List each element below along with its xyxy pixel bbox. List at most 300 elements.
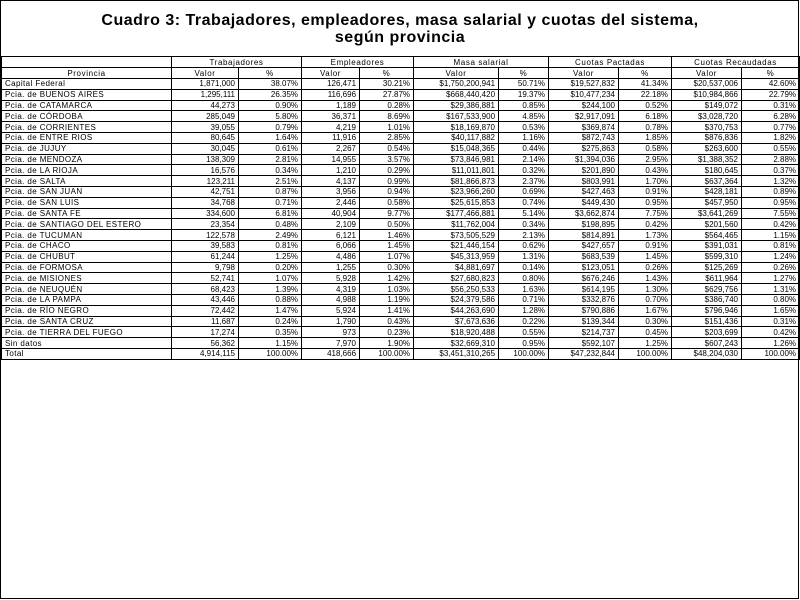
cell-cuotas-pactadas-pct: 7.75% (619, 208, 672, 219)
sub-header-percent: % (239, 68, 302, 79)
cell-provincia: Pcia. de NEUQUÉN (2, 284, 172, 295)
cell-cuotas-pactadas-valor: $427,463 (549, 186, 619, 197)
cell-provincia: Pcia. de ENTRE RIOS (2, 132, 172, 143)
cell-masa-salarial-valor: $4,881,697 (414, 262, 499, 273)
cell-cuotas-pactadas-valor: $275,863 (549, 143, 619, 154)
cell-masa-salarial-valor: $81,866,873 (414, 176, 499, 187)
cell-trabajadores-valor: 30,045 (172, 143, 239, 154)
cell-provincia: Pcia. de MENDOZA (2, 154, 172, 165)
cell-cuotas-pactadas-pct: 0.43% (619, 165, 672, 176)
cell-masa-salarial-valor: $73,505,529 (414, 230, 499, 241)
cell-masa-salarial-valor: $18,920,488 (414, 327, 499, 338)
cell-masa-salarial-valor: $24,379,586 (414, 294, 499, 305)
cell-cuotas-recaudadas-valor: $3,028,720 (672, 111, 742, 122)
title-line-1: Cuadro 3: Trabajadores, empleadores, masa salarial y cuotas del sistema, (101, 12, 699, 29)
cell-trabajadores-pct: 0.61% (239, 143, 302, 154)
table-row (2, 251, 800, 262)
table-row (2, 122, 800, 133)
cell-provincia: Pcia. de CORRIENTES (2, 122, 172, 133)
cell-trabajadores-valor: 72,442 (172, 305, 239, 316)
cell-trabajadores-pct: 2.49% (239, 230, 302, 241)
table-row (2, 111, 800, 122)
cell-cuotas-pactadas-pct: 0.70% (619, 294, 672, 305)
cell-masa-salarial-pct: 0.55% (499, 327, 549, 338)
cell-trabajadores-valor: 43,446 (172, 294, 239, 305)
cell-empleadores-pct: 0.23% (360, 327, 414, 338)
table-row (2, 284, 800, 295)
table-row (2, 79, 800, 90)
cell-masa-salarial-valor: $21,446,154 (414, 240, 499, 251)
cell-masa-salarial-pct: 0.53% (499, 122, 549, 133)
cell-provincia: Pcia. de MISIONES (2, 273, 172, 284)
cell-empleadores-pct: 0.29% (360, 165, 414, 176)
cell-trabajadores-valor: 39,583 (172, 240, 239, 251)
cell-empleadores-pct: 8.69% (360, 111, 414, 122)
cell-trabajadores-pct: 2.81% (239, 154, 302, 165)
cell-empleadores-valor: 418,666 (302, 348, 360, 359)
cell-trabajadores-valor: 68,423 (172, 284, 239, 295)
cell-masa-salarial-pct: 0.32% (499, 165, 549, 176)
sub-header-valor: Valor (414, 68, 499, 79)
sub-header-percent: % (499, 68, 549, 79)
table-row (2, 197, 800, 208)
cell-cuotas-recaudadas-pct: 0.31% (742, 316, 800, 327)
cell-masa-salarial-pct: 0.71% (499, 294, 549, 305)
cell-cuotas-recaudadas-pct: 2.88% (742, 154, 800, 165)
cell-provincia: Pcia. de SANTIAGO DEL ESTERO (2, 219, 172, 230)
cell-provincia: Pcia. de BUENOS AIRES (2, 89, 172, 100)
cell-cuotas-recaudadas-pct: 1.65% (742, 305, 800, 316)
cell-cuotas-pactadas-valor: $244,100 (549, 100, 619, 111)
cell-cuotas-pactadas-pct: 0.91% (619, 186, 672, 197)
cell-cuotas-pactadas-pct: 0.26% (619, 262, 672, 273)
cell-provincia: Pcia. de SAN LUIS (2, 197, 172, 208)
table-row (2, 132, 800, 143)
cell-cuotas-recaudadas-pct: 1.15% (742, 230, 800, 241)
cell-masa-salarial-valor: $56,250,533 (414, 284, 499, 295)
cell-provincia: Pcia. de SAN JUAN (2, 186, 172, 197)
cell-masa-salarial-pct: 0.69% (499, 186, 549, 197)
cell-cuotas-pactadas-valor: $139,344 (549, 316, 619, 327)
cell-trabajadores-valor: 42,751 (172, 186, 239, 197)
cell-cuotas-pactadas-pct: 1.67% (619, 305, 672, 316)
cell-cuotas-recaudadas-valor: $370,753 (672, 122, 742, 133)
cell-masa-salarial-pct: 0.85% (499, 100, 549, 111)
cell-cuotas-recaudadas-valor: $629,756 (672, 284, 742, 295)
cell-empleadores-valor: 1,189 (302, 100, 360, 111)
table-row (2, 240, 800, 251)
cell-empleadores-pct: 1.46% (360, 230, 414, 241)
cell-empleadores-pct: 1.45% (360, 240, 414, 251)
cell-cuotas-pactadas-pct: 1.25% (619, 338, 672, 349)
cell-cuotas-recaudadas-pct: 0.89% (742, 186, 800, 197)
cell-trabajadores-pct: 0.87% (239, 186, 302, 197)
cell-trabajadores-valor: 1,871,000 (172, 79, 239, 90)
cell-cuotas-recaudadas-valor: $457,950 (672, 197, 742, 208)
cell-cuotas-pactadas-pct: 0.42% (619, 219, 672, 230)
cell-cuotas-pactadas-valor: $332,876 (549, 294, 619, 305)
cell-cuotas-recaudadas-pct: 1.26% (742, 338, 800, 349)
cell-masa-salarial-pct: 2.37% (499, 176, 549, 187)
cell-trabajadores-valor: 23,354 (172, 219, 239, 230)
sub-header-provincia: Provincia (2, 68, 172, 79)
cell-masa-salarial-valor: $18,169,870 (414, 122, 499, 133)
group-header-cuotas-pactadas: Cuotas Pactadas (549, 57, 672, 68)
cell-cuotas-recaudadas-valor: $20,537,006 (672, 79, 742, 90)
cell-cuotas-recaudadas-valor: $48,204,030 (672, 348, 742, 359)
cell-masa-salarial-valor: $27,680,823 (414, 273, 499, 284)
cell-cuotas-pactadas-valor: $872,743 (549, 132, 619, 143)
cell-cuotas-recaudadas-pct: 100.00% (742, 348, 800, 359)
cell-empleadores-pct: 27.87% (360, 89, 414, 100)
sub-header-valor: Valor (172, 68, 239, 79)
cell-masa-salarial-pct: 0.80% (499, 273, 549, 284)
cell-cuotas-pactadas-pct: 1.73% (619, 230, 672, 241)
sub-header-valor: Valor (672, 68, 742, 79)
sub-header-valor: Valor (302, 68, 360, 79)
cell-cuotas-recaudadas-valor: $428,181 (672, 186, 742, 197)
cell-cuotas-recaudadas-pct: 1.31% (742, 284, 800, 295)
cell-trabajadores-pct: 0.88% (239, 294, 302, 305)
cell-cuotas-recaudadas-valor: $599,310 (672, 251, 742, 262)
table-row (2, 230, 800, 241)
cell-empleadores-valor: 4,219 (302, 122, 360, 133)
cell-empleadores-pct: 30.21% (360, 79, 414, 90)
cell-masa-salarial-valor: $45,313,959 (414, 251, 499, 262)
table-row (2, 186, 800, 197)
cell-cuotas-recaudadas-valor: $1,388,352 (672, 154, 742, 165)
table-row (2, 316, 800, 327)
cell-trabajadores-valor: 122,578 (172, 230, 239, 241)
table-row (2, 154, 800, 165)
cell-empleadores-valor: 4,137 (302, 176, 360, 187)
cell-trabajadores-pct: 0.79% (239, 122, 302, 133)
cell-provincia: Pcia. de CATAMARCA (2, 100, 172, 111)
cell-cuotas-pactadas-valor: $1,394,036 (549, 154, 619, 165)
cell-empleadores-pct: 2.85% (360, 132, 414, 143)
cell-masa-salarial-pct: 0.74% (499, 197, 549, 208)
cell-empleadores-valor: 2,109 (302, 219, 360, 230)
cell-masa-salarial-pct: 0.62% (499, 240, 549, 251)
cell-cuotas-recaudadas-valor: $391,031 (672, 240, 742, 251)
cell-masa-salarial-pct: 1.31% (499, 251, 549, 262)
cell-cuotas-recaudadas-valor: $386,740 (672, 294, 742, 305)
cell-trabajadores-pct: 38.07% (239, 79, 302, 90)
cell-cuotas-recaudadas-pct: 1.82% (742, 132, 800, 143)
cell-empleadores-valor: 3,956 (302, 186, 360, 197)
cell-cuotas-pactadas-valor: $803,991 (549, 176, 619, 187)
cell-empleadores-pct: 0.58% (360, 197, 414, 208)
table-row (2, 219, 800, 230)
cell-provincia: Pcia. de LA RIOJA (2, 165, 172, 176)
cell-trabajadores-pct: 0.34% (239, 165, 302, 176)
cell-cuotas-recaudadas-pct: 1.27% (742, 273, 800, 284)
cell-provincia: Capital Federal (2, 79, 172, 90)
cell-empleadores-valor: 2,267 (302, 143, 360, 154)
cell-empleadores-valor: 4,988 (302, 294, 360, 305)
cell-cuotas-pactadas-pct: 0.30% (619, 316, 672, 327)
cell-masa-salarial-pct: 2.14% (499, 154, 549, 165)
cell-cuotas-pactadas-pct: 0.45% (619, 327, 672, 338)
cell-cuotas-recaudadas-pct: 0.42% (742, 327, 800, 338)
table-row (2, 327, 800, 338)
cell-cuotas-recaudadas-pct: 1.32% (742, 176, 800, 187)
title-line-2: según provincia (334, 29, 466, 46)
cell-cuotas-pactadas-pct: 1.85% (619, 132, 672, 143)
cell-provincia: Pcia. de LA PAMPA (2, 294, 172, 305)
cell-trabajadores-valor: 123,211 (172, 176, 239, 187)
cell-empleadores-valor: 5,924 (302, 305, 360, 316)
cell-empleadores-pct: 3.57% (360, 154, 414, 165)
cell-cuotas-pactadas-valor: $201,890 (549, 165, 619, 176)
cell-trabajadores-valor: 138,309 (172, 154, 239, 165)
cell-trabajadores-valor: 56,362 (172, 338, 239, 349)
cell-masa-salarial-valor: $40,117,882 (414, 132, 499, 143)
cell-provincia: Pcia. de SALTA (2, 176, 172, 187)
cell-trabajadores-valor: 52,741 (172, 273, 239, 284)
cell-cuotas-recaudadas-valor: $611,964 (672, 273, 742, 284)
cell-empleadores-pct: 0.43% (360, 316, 414, 327)
cell-empleadores-valor: 36,371 (302, 111, 360, 122)
cell-cuotas-recaudadas-valor: $3,641,269 (672, 208, 742, 219)
group-header-blank (2, 57, 172, 68)
cell-cuotas-recaudadas-valor: $201,560 (672, 219, 742, 230)
cell-masa-salarial-pct: 0.14% (499, 262, 549, 273)
table-row (2, 208, 800, 219)
cell-trabajadores-valor: 80,645 (172, 132, 239, 143)
cell-trabajadores-valor: 44,273 (172, 100, 239, 111)
cell-empleadores-pct: 1.41% (360, 305, 414, 316)
cell-trabajadores-valor: 334,600 (172, 208, 239, 219)
cell-cuotas-recaudadas-valor: $10,984,866 (672, 89, 742, 100)
cell-masa-salarial-valor: $32,669,310 (414, 338, 499, 349)
cell-cuotas-pactadas-valor: $427,657 (549, 240, 619, 251)
cell-cuotas-pactadas-valor: $814,891 (549, 230, 619, 241)
table-row (2, 165, 800, 176)
cell-masa-salarial-pct: 1.63% (499, 284, 549, 295)
cell-cuotas-recaudadas-pct: 0.55% (742, 143, 800, 154)
cell-cuotas-recaudadas-valor: $125,269 (672, 262, 742, 273)
cell-cuotas-pactadas-valor: $683,539 (549, 251, 619, 262)
cell-masa-salarial-pct: 0.22% (499, 316, 549, 327)
table-row (2, 176, 800, 187)
cell-cuotas-recaudadas-valor: $180,645 (672, 165, 742, 176)
sub-header-row (2, 68, 800, 79)
cell-cuotas-recaudadas-valor: $263,600 (672, 143, 742, 154)
cell-masa-salarial-valor: $3,451,310,265 (414, 348, 499, 359)
cell-cuotas-pactadas-pct: 100.00% (619, 348, 672, 359)
cell-cuotas-pactadas-valor: $47,232,844 (549, 348, 619, 359)
cell-empleadores-valor: 116,696 (302, 89, 360, 100)
cell-trabajadores-valor: 9,798 (172, 262, 239, 273)
cell-empleadores-valor: 1,255 (302, 262, 360, 273)
cell-empleadores-valor: 4,319 (302, 284, 360, 295)
group-header-masa-salarial: Masa salarial (414, 57, 549, 68)
cell-cuotas-pactadas-valor: $369,874 (549, 122, 619, 133)
cell-cuotas-recaudadas-pct: 42.60% (742, 79, 800, 90)
table-row (2, 348, 800, 359)
cell-cuotas-pactadas-valor: $123,051 (549, 262, 619, 273)
cell-provincia: Pcia. de JUJUY (2, 143, 172, 154)
cell-masa-salarial-pct: 0.44% (499, 143, 549, 154)
cell-cuotas-recaudadas-valor: $637,364 (672, 176, 742, 187)
cell-cuotas-recaudadas-pct: 22.79% (742, 89, 800, 100)
cell-cuotas-recaudadas-pct: 6.28% (742, 111, 800, 122)
cell-cuotas-recaudadas-pct: 7.55% (742, 208, 800, 219)
cell-trabajadores-pct: 1.07% (239, 273, 302, 284)
cell-empleadores-pct: 1.01% (360, 122, 414, 133)
cell-cuotas-pactadas-valor: $19,527,832 (549, 79, 619, 90)
cell-cuotas-pactadas-pct: 0.78% (619, 122, 672, 133)
cell-cuotas-recaudadas-pct: 0.42% (742, 219, 800, 230)
cell-provincia: Pcia. de CHUBUT (2, 251, 172, 262)
cell-empleadores-pct: 1.42% (360, 273, 414, 284)
cell-trabajadores-valor: 4,914,115 (172, 348, 239, 359)
cell-empleadores-valor: 40,904 (302, 208, 360, 219)
cell-cuotas-pactadas-valor: $592,107 (549, 338, 619, 349)
cell-empleadores-valor: 2,446 (302, 197, 360, 208)
cell-masa-salarial-valor: $44,263,690 (414, 305, 499, 316)
cell-empleadores-pct: 9.77% (360, 208, 414, 219)
table-row (2, 305, 800, 316)
cell-trabajadores-pct: 1.25% (239, 251, 302, 262)
cell-provincia: Pcia. de CÓRDOBA (2, 111, 172, 122)
cell-trabajadores-valor: 1,295,111 (172, 89, 239, 100)
cell-cuotas-pactadas-pct: 1.43% (619, 273, 672, 284)
cell-cuotas-recaudadas-valor: $876,836 (672, 132, 742, 143)
cell-cuotas-pactadas-valor: $198,895 (549, 219, 619, 230)
table-row (2, 100, 800, 111)
cell-cuotas-recaudadas-pct: 0.31% (742, 100, 800, 111)
table-row (2, 273, 800, 284)
cell-trabajadores-pct: 0.35% (239, 327, 302, 338)
cell-empleadores-pct: 0.94% (360, 186, 414, 197)
table-row (2, 262, 800, 273)
cell-empleadores-valor: 6,066 (302, 240, 360, 251)
cell-masa-salarial-valor: $23,966,260 (414, 186, 499, 197)
cell-cuotas-pactadas-pct: 0.91% (619, 240, 672, 251)
cell-trabajadores-valor: 34,768 (172, 197, 239, 208)
cell-masa-salarial-valor: $25,615,853 (414, 197, 499, 208)
cell-empleadores-pct: 0.28% (360, 100, 414, 111)
group-header-empleadores: Empleadores (302, 57, 414, 68)
cell-masa-salarial-pct: 5.14% (499, 208, 549, 219)
cell-trabajadores-pct: 0.81% (239, 240, 302, 251)
cell-cuotas-recaudadas-pct: 0.26% (742, 262, 800, 273)
cell-cuotas-pactadas-pct: 2.95% (619, 154, 672, 165)
group-header-cuotas-recaudadas: Cuotas Recaudadas (672, 57, 800, 68)
cell-masa-salarial-valor: $177,466,881 (414, 208, 499, 219)
cell-empleadores-pct: 1.90% (360, 338, 414, 349)
cell-cuotas-pactadas-pct: 1.30% (619, 284, 672, 295)
cell-cuotas-pactadas-valor: $10,477,234 (549, 89, 619, 100)
cell-masa-salarial-valor: $29,386,881 (414, 100, 499, 111)
cell-provincia: Pcia. de TIERRA DEL FUEGO (2, 327, 172, 338)
cell-cuotas-recaudadas-pct: 0.95% (742, 197, 800, 208)
cell-cuotas-recaudadas-pct: 0.77% (742, 122, 800, 133)
cell-empleadores-pct: 0.99% (360, 176, 414, 187)
cell-cuotas-pactadas-pct: 6.18% (619, 111, 672, 122)
cell-cuotas-recaudadas-pct: 0.81% (742, 240, 800, 251)
cell-cuotas-recaudadas-valor: $607,243 (672, 338, 742, 349)
cell-cuotas-pactadas-valor: $449,430 (549, 197, 619, 208)
cell-masa-salarial-pct: 1.28% (499, 305, 549, 316)
cell-trabajadores-valor: 285,049 (172, 111, 239, 122)
cell-provincia: Pcia. de FORMOSA (2, 262, 172, 273)
cell-masa-salarial-valor: $668,440,420 (414, 89, 499, 100)
cell-cuotas-pactadas-valor: $790,886 (549, 305, 619, 316)
cell-cuotas-pactadas-pct: 0.58% (619, 143, 672, 154)
cell-cuotas-recaudadas-valor: $564,465 (672, 230, 742, 241)
cell-masa-salarial-pct: 4.85% (499, 111, 549, 122)
cell-trabajadores-pct: 0.90% (239, 100, 302, 111)
sub-header-percent: % (742, 68, 800, 79)
cell-masa-salarial-pct: 100.00% (499, 348, 549, 359)
cell-provincia: Pcia. de CHACO (2, 240, 172, 251)
cell-empleadores-valor: 11,916 (302, 132, 360, 143)
cell-empleadores-pct: 1.19% (360, 294, 414, 305)
cell-masa-salarial-pct: 0.34% (499, 219, 549, 230)
cell-masa-salarial-valor: $7,673,636 (414, 316, 499, 327)
cell-trabajadores-pct: 0.20% (239, 262, 302, 273)
cell-cuotas-recaudadas-valor: $203,699 (672, 327, 742, 338)
cell-masa-salarial-valor: $73,846,981 (414, 154, 499, 165)
cell-masa-salarial-valor: $15,048,365 (414, 143, 499, 154)
cell-provincia: Pcia. de RÍO NEGRO (2, 305, 172, 316)
cell-provincia: Pcia. de TUCUMAN (2, 230, 172, 241)
cell-empleadores-valor: 6,121 (302, 230, 360, 241)
cell-cuotas-pactadas-pct: 0.95% (619, 197, 672, 208)
cell-trabajadores-valor: 16,576 (172, 165, 239, 176)
cell-cuotas-recaudadas-pct: 0.80% (742, 294, 800, 305)
cell-trabajadores-pct: 0.71% (239, 197, 302, 208)
page-title (0, 12, 800, 46)
cell-trabajadores-pct: 1.47% (239, 305, 302, 316)
cell-empleadores-valor: 7,970 (302, 338, 360, 349)
cell-cuotas-pactadas-pct: 41.34% (619, 79, 672, 90)
cell-cuotas-pactadas-pct: 0.52% (619, 100, 672, 111)
cell-trabajadores-valor: 11,687 (172, 316, 239, 327)
cell-trabajadores-pct: 0.48% (239, 219, 302, 230)
cell-trabajadores-pct: 1.39% (239, 284, 302, 295)
sub-header-valor: Valor (549, 68, 619, 79)
cell-trabajadores-pct: 2.51% (239, 176, 302, 187)
cell-trabajadores-pct: 100.00% (239, 348, 302, 359)
cell-provincia: Pcia. de SANTA FE (2, 208, 172, 219)
cell-cuotas-pactadas-valor: $614,195 (549, 284, 619, 295)
cell-cuotas-recaudadas-pct: 0.37% (742, 165, 800, 176)
cell-empleadores-valor: 1,790 (302, 316, 360, 327)
group-header-trabajadores: Trabajadores (172, 57, 302, 68)
sub-header-percent: % (360, 68, 414, 79)
cell-cuotas-pactadas-valor: $2,917,091 (549, 111, 619, 122)
cell-cuotas-pactadas-pct: 1.70% (619, 176, 672, 187)
cell-trabajadores-pct: 0.24% (239, 316, 302, 327)
cell-empleadores-pct: 1.03% (360, 284, 414, 295)
cell-cuotas-recaudadas-valor: $151,436 (672, 316, 742, 327)
table-row (2, 143, 800, 154)
cell-cuotas-pactadas-pct: 22.18% (619, 89, 672, 100)
cell-empleadores-pct: 0.30% (360, 262, 414, 273)
cell-provincia: Pcia. de SANTA CRUZ (2, 316, 172, 327)
cell-trabajadores-valor: 39,055 (172, 122, 239, 133)
cell-cuotas-pactadas-valor: $676,246 (549, 273, 619, 284)
cell-empleadores-valor: 4,486 (302, 251, 360, 262)
cell-masa-salarial-valor: $167,533,900 (414, 111, 499, 122)
cell-masa-salarial-pct: 1.16% (499, 132, 549, 143)
cell-empleadores-pct: 0.50% (360, 219, 414, 230)
cell-trabajadores-pct: 1.15% (239, 338, 302, 349)
